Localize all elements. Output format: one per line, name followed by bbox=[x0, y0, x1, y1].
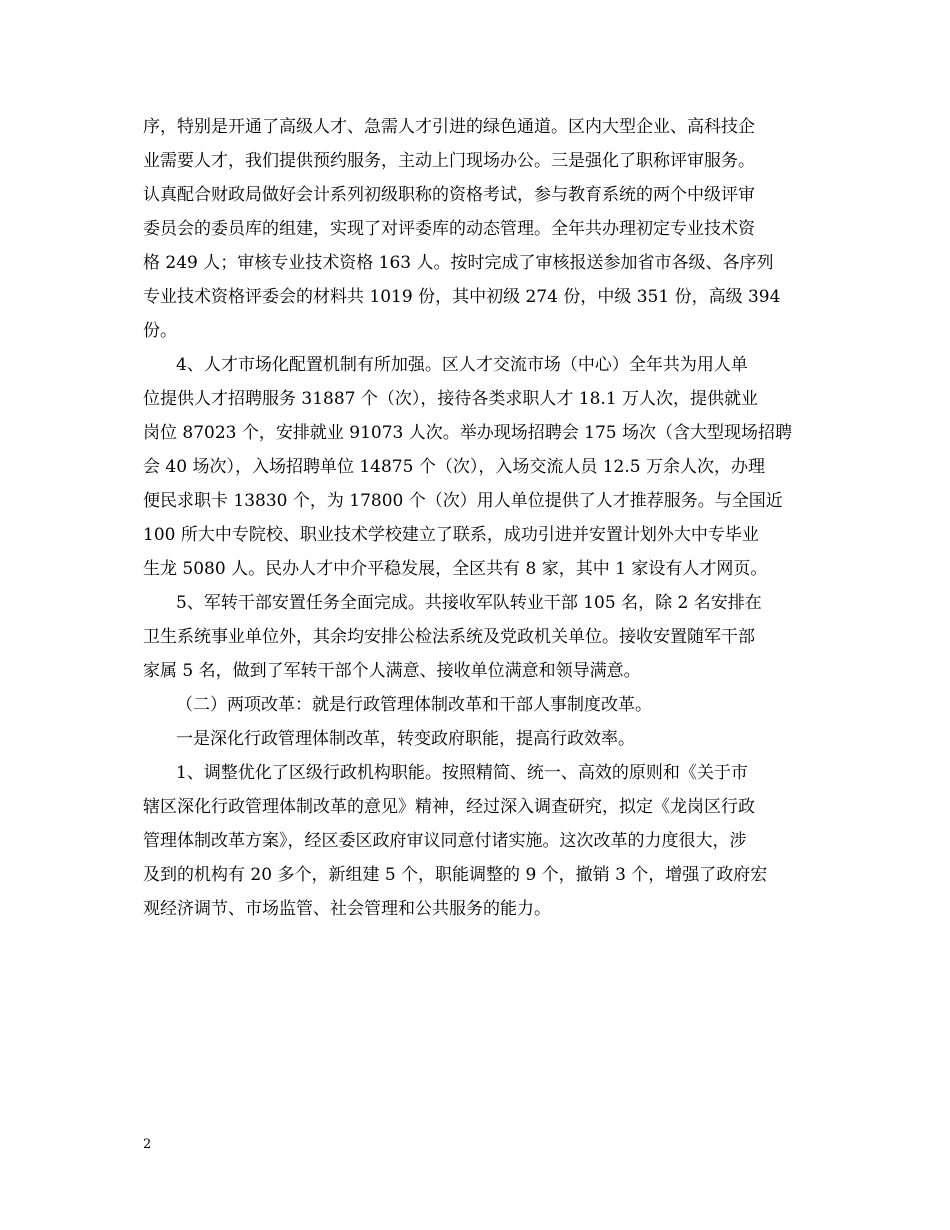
page-number: 2 bbox=[143, 1137, 152, 1152]
paragraph-line: 生龙 5080 人。民办人才中介平稳发展，全区共有 8 家，其中 1 家设有人才网页。 bbox=[143, 559, 768, 579]
paragraph-line: 业需要人才，我们提供预约服务，主动上门现场办公。三是强化了职称评审服务。 bbox=[143, 151, 755, 171]
paragraph-line: 4、人才市场化配置机制有所加强。区人才交流市场（中心）全年共为用人单 bbox=[176, 355, 748, 375]
paragraph-line: 专业技术资格评委会的材料共 1019 份，其中初级 274 份，中级 351 份，高级 394 bbox=[143, 287, 781, 307]
paragraph-line: 辖区深化行政管理体制改革的意见》精神，经过深入调查研究，拟定《龙岗区行政 bbox=[143, 797, 755, 817]
section-heading: （二）两项改革：就是行政管理体制改革和干部人事制度改革。 bbox=[176, 695, 652, 715]
paragraph-line: 1、调整优化了区级行政机构职能。按照精简、统一、高效的原则和《关于市 bbox=[176, 763, 748, 783]
paragraph-line: 便民求职卡 13830 个，为 17800 个（次）用人单位提供了人才推荐服务。与全国近 bbox=[143, 491, 783, 511]
paragraph-line: 序，特别是开通了高级人才、急需人才引进的绿色通道。区内大型企业、高科技企 bbox=[143, 117, 755, 137]
paragraph-line: 份。 bbox=[143, 321, 177, 341]
paragraph-line: 会 40 场次），入场招聘单位 14875 个（次），入场交流人员 12.5 万余人次，办理 bbox=[143, 457, 765, 477]
paragraph-line: 观经济调节、市场监管、社会管理和公共服务的能力。 bbox=[143, 899, 551, 919]
paragraph-line: 5、军转干部安置任务全面完成。共接收军队转业干部 105 名，除 2 名安排在 bbox=[176, 593, 762, 613]
paragraph-line: 家属 5 名，做到了军转干部个人满意、接收单位满意和领导满意。 bbox=[143, 661, 641, 681]
paragraph-line: 位提供人才招聘服务 31887 个（次），接待各类求职人才 18.1 万人次，提供就业 bbox=[143, 389, 759, 409]
paragraph-line: 100 所大中专院校、职业技术学校建立了联系，成功引进并安置计划外大中专毕业 bbox=[143, 525, 759, 545]
paragraph-line: 及到的机构有 20 多个，新组建 5 个，职能调整的 9 个，撤销 3 个，增强了政府宏 bbox=[143, 865, 768, 885]
paragraph-line: 卫生系统事业单位外，其余均安排公检法系统及党政机关单位。接收安置随军干部 bbox=[143, 627, 755, 647]
paragraph-line: 岗位 87023 个，安排就业 91073 人次。举办现场招聘会 175 场次（含大型现场招聘 bbox=[143, 423, 793, 443]
subsection-heading: 一是深化行政管理体制改革，转变政府职能，提高行政效率。 bbox=[176, 729, 635, 749]
paragraph-line: 管理体制改革方案》，经区委区政府审议同意付诸实施。这次改革的力度很大，涉 bbox=[143, 831, 747, 851]
paragraph-line: 格 249 人；审核专业技术资格 163 人。按时完成了审核报送参加省市各级、各序列 bbox=[143, 253, 774, 273]
paragraph-line: 认真配合财政局做好会计系列初级职称的资格考试，参与教育系统的两个中级评审 bbox=[143, 185, 755, 205]
paragraph-line: 委员会的委员库的组建，实现了对评委库的动态管理。全年共办理初定专业技术资 bbox=[143, 219, 755, 239]
